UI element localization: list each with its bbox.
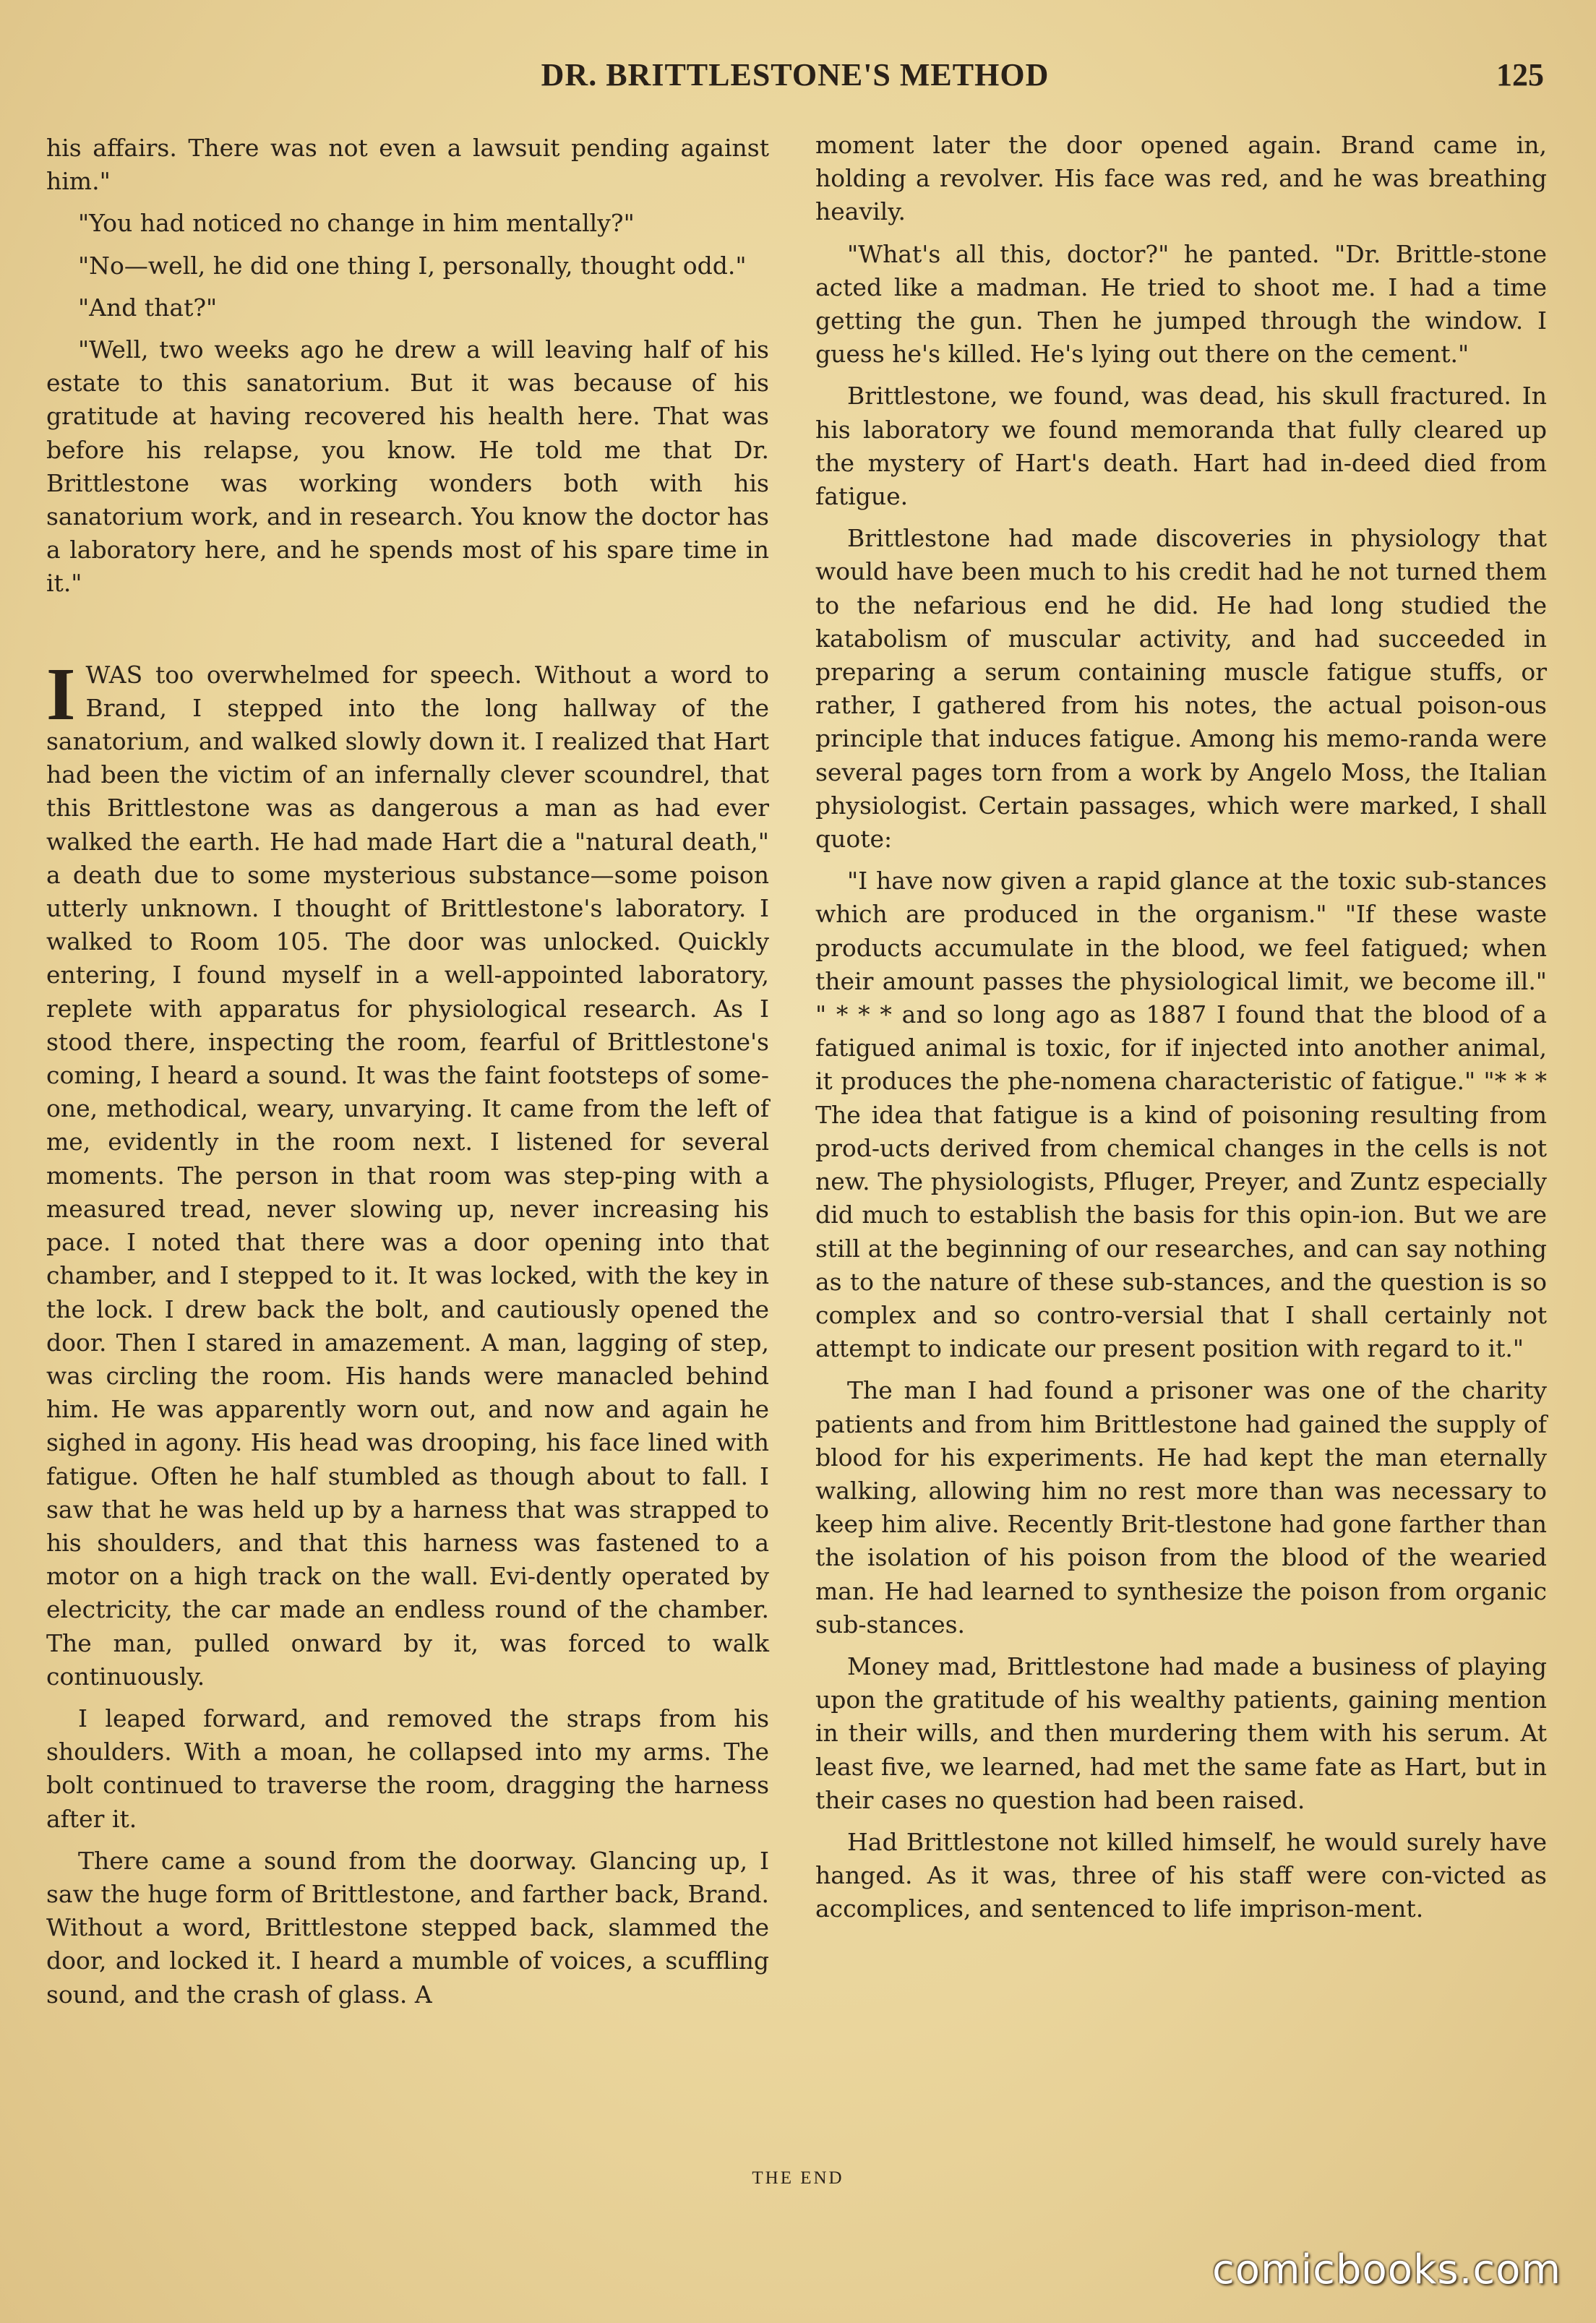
- drop-cap: I: [46, 652, 76, 736]
- paragraph: "Well, two weeks ago he drew a will leaving half of his estate to this sanatorium. But it was because of his gratitude at having recovered his health here. That was before his relapse, you know. He told me that Dr. Brittlestone was working wonders both with his sanatorium work, and in research. You know the doctor has a laboratory here, and he spends most of his spare time in it.": [46, 335, 769, 598]
- paragraph: "You had noticed no change in him mentally?": [78, 209, 635, 238]
- quoted-passage: "I have now given a rapid glance at the toxic sub-stances which are produced in the organism." "If these waste products accumulate in the blood, we feel fatigued; when their amount passes the physiological limit, we become ill." " * * * and so long ago as 1887 I found that the blood of a fatigued animal is toxic, for if injected into another animal, it produces the phe-nomena characteristic of fatigue." "* * * The idea that fatigue is a kind of poisoning resulting from prod-ucts derived from chemical changes in the cells is not new. The physiologists, Pfluger, Preyer, and Zuntz especially did much to establish the basis for this opin-ion. But we are still at the beginning of our researches, and can say nothing as to the nature of these sub-stances, and the question is so complex and so contro-versial that I shall certainly not attempt to indicate our present position with regard to it.": [815, 867, 1547, 1363]
- paragraph: "What's all this, doctor?" he panted. "Dr. Brittle-stone acted like a madman. He tried to shoot me. I had a time getting the gun. Then he jumped through the window. I guess he's killed. He's lying out there on the cement.": [815, 239, 1547, 369]
- paragraph: I leaped forward, and removed the straps from his shoulders. With a moan, he collapsed into my arms. The bolt continued to traverse the room, dragging the harness after it.: [46, 1704, 769, 1833]
- section-opening-paragraph: [46, 652, 769, 1693]
- paragraph: Brittlestone, we found, was dead, his skull fractured. In his laboratory we found memoranda that fully cleared up the mystery of Hart's death. Hart had in-deed died from fatigue.: [815, 382, 1547, 511]
- paragraph: Had Brittlestone not killed himself, he would surely have hanged. As it was, three of his staff were con-victed as accomplices, and sentenced to life imprison-ment.: [815, 1827, 1547, 1923]
- paragraph-text: WAS too overwhelmed for speech. Without a word to Brand, I stepped into the long hallway of the sanatorium, and walked slowly down it. I realized that Hart had been the victim of an infernally clever scoundrel, that this Brittlestone was as dangerous a man as had ever walked the earth. He had made Hart die a "natural death," a death due to some mysterious substance—some poison utterly unknown. I thought of Brittlestone's laboratory. I walked to Room 105. The door was unlocked. Quickly entering, I found myself in a well-appointed laboratory, replete with apparatus for physiological research. As I stood there, inspecting the room, fearful of Brittlestone's coming, I heard a sound. It was the faint footsteps of some-one, methodical, weary, unvarying. It came from the left of me, evidently in the room next. I listened for several moments. The person in that room was step-ping with a measured tread, never slowing up, never increasing his pace. I noted that there was a door opening into that chamber, and I stepped to it. It was locked, with the key in the lock. I drew back the bolt, and cautiously opened the door. Then I stared in amazement. A man, lagging of step, was circling the room. His hands were manacled behind him. He was apparently worn out, and now and again he sighed in agony. His head was drooping, his face lined with fatigue. Often he half stumbled as though about to fall. I saw that he was held up by a harness that was strapped to his shoulders, and that this harness was fastened to a motor on a high track on the wall. Evi-dently operated by electricity, the car made an endless round of the chamber. The man, pulled onward by it, was forced to walk continuously.: [46, 660, 769, 1691]
- section-break: [46, 609, 769, 658]
- page-header: [0, 56, 1596, 107]
- paragraph: Money mad, Brittlestone had made a business of playing upon the gratitude of his wealthy patients, gaining mention in their wills, and then murdering them with his serum. At least five, we learned, had met the same fate as Hart, but in their cases no question had been raised.: [815, 1652, 1547, 1814]
- page-number: 125: [1496, 57, 1544, 93]
- paragraph: "And that?": [78, 293, 218, 322]
- paragraph: moment later the door opened again. Brand came in, holding a revolver. His face was red, and he was breathing heavily.: [815, 131, 1547, 226]
- paragraph: There came a sound from the doorway. Glancing up, I saw the huge form of Brittlestone, and farther back, Brand. Without a word, Brittlestone stepped back, slammed the door, and locked it. I heard a mumble of voices, a scuffling sound, and the crash of glass. A: [46, 1846, 769, 2009]
- watermark: comicbooks.com: [1211, 2246, 1561, 2293]
- left-column: [46, 132, 769, 2020]
- right-column: [815, 129, 1547, 1935]
- the-end-label: THE END: [752, 2168, 844, 2188]
- paragraph: The man I had found a prisoner was one of the charity patients and from him Brittlestone had gained the supply of blood for his experiments. He had kept the man eternally walking, allowing him no rest more than was necessary to keep him alive. Recently Brit-tlestone had gone farther than the isolation of his poison from the blood of the wearied man. He had learned to synthesize the poison from organic sub-stances.: [815, 1376, 1547, 1639]
- paragraph: Brittlestone had made discoveries in physiology that would have been much to his credit had he not turned them to the nefarious end he did. He had long studied the katabolism of muscular activity, and had succeeded in preparing a serum containing muscle fatigue stuffs, or rather, I gathered from his notes, the actual poison-ous principle that induces fatigue. Among his memo-randa were several pages torn from a work by Angelo Moss, the Italian physiologist. Certain passages, which were marked, I shall quote:: [815, 524, 1547, 854]
- running-title: DR. BRITTLESTONE'S METHOD: [541, 57, 1050, 93]
- paragraph: "No—well, he did one thing I, personally, thought odd.": [78, 251, 747, 280]
- paragraph: his affairs. There was not even a lawsuit pending against him.": [46, 134, 769, 196]
